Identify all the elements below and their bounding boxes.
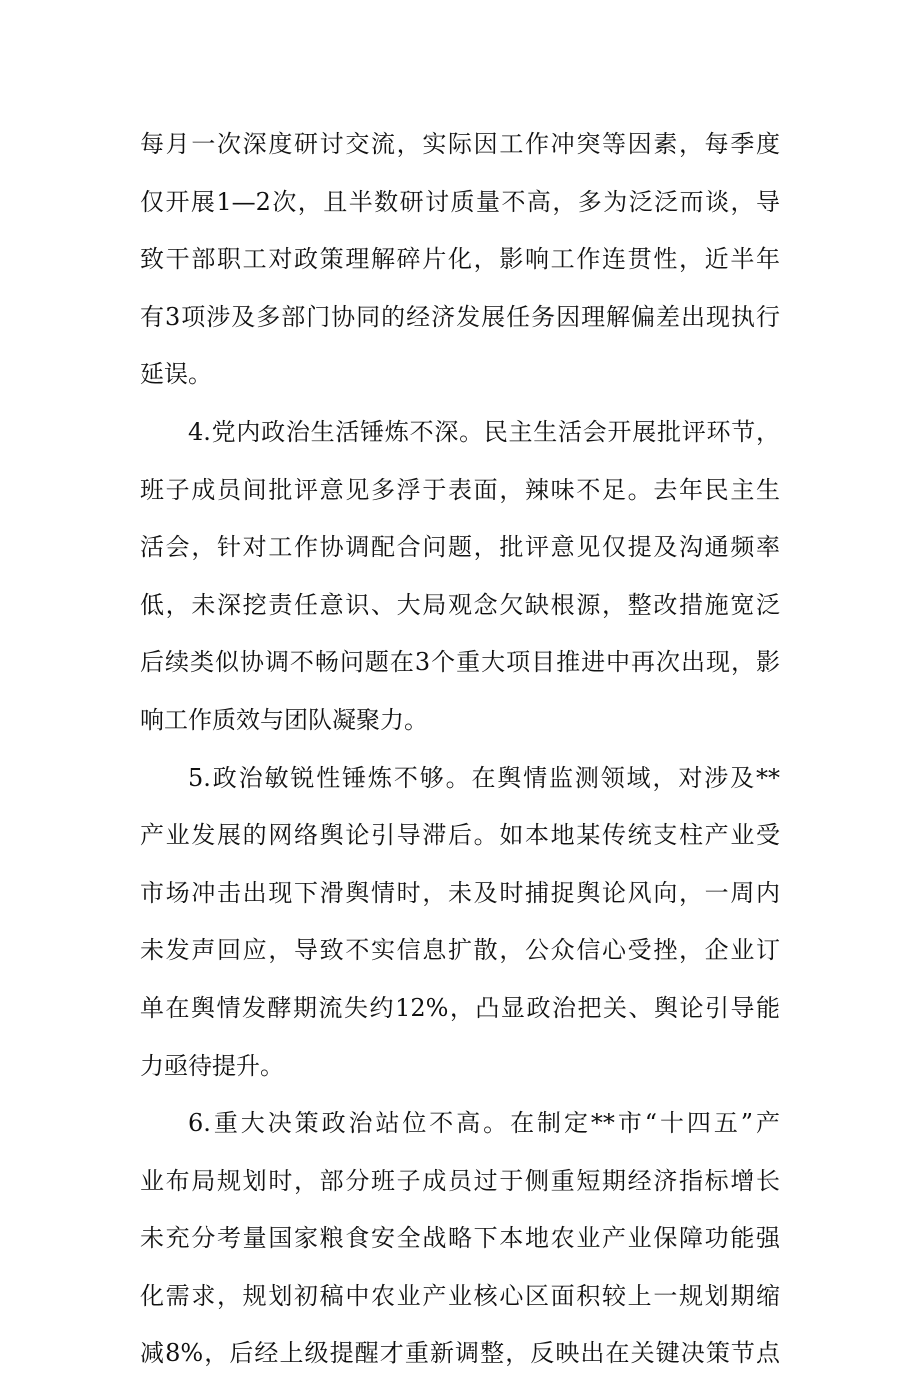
text-line: 化需求，规划初稿中农业产业核心区面积较上一规划期缩 — [140, 1281, 780, 1310]
text-line: 单在舆情发酵期流失约12%，凸显政治把关、舆论引导能 — [140, 993, 780, 1022]
text-line: 活会，针对工作协调配合问题，批评意见仅提及沟通频率 — [140, 533, 780, 562]
text-line: 减8%，后经上级提醒才重新调整，反映出在关键决策节点 — [140, 1339, 780, 1368]
text-line: 产业发展的网络舆论引导滞后。如本地某传统支柱产业受 — [140, 821, 780, 850]
paragraph-heading-4: 4.党内政治生活锤炼不深。民主生活会开展批评环节， — [188, 417, 780, 446]
text-line: 后续类似协调不畅问题在3个重大项目推进中再次出现，影 — [140, 648, 780, 677]
text-line: 每月一次深度研讨交流，实际因工作冲突等因素，每季度 — [140, 130, 780, 158]
text-line: 响工作质效与团队凝聚力。 — [140, 705, 428, 734]
text-line: 未发声回应，导致不实信息扩散，公众信心受挫，企业订 — [140, 936, 780, 965]
document-body — [140, 116, 780, 1383]
text-line: 延误。 — [140, 360, 212, 389]
paragraph-heading-5: 5.政治敏锐性锤炼不够。在舆情监测领域，对涉及** — [188, 763, 780, 792]
paragraph-heading-6: 6.重大决策政治站位不高。在制定**市“十四五”产 — [188, 1109, 780, 1138]
text-line: 有3项涉及多部门协同的经济发展任务因理解偏差出现执行 — [140, 302, 780, 331]
text-line: 班子成员间批评意见多浮于表面，辣味不足。去年民主生 — [140, 475, 780, 504]
text-line: 力亟待提升。 — [140, 1051, 284, 1080]
text-line: 仅开展1—2次，且半数研讨质量不高，多为泛泛而谈，导 — [140, 187, 780, 216]
text-line: 业布局规划时，部分班子成员过于侧重短期经济指标增长 — [140, 1166, 780, 1195]
text-line: 市场冲击出现下滑舆情时，未及时捕捉舆论风向，一周内 — [140, 878, 780, 907]
text-line: 低，未深挖责任意识、大局观念欠缺根源，整改措施宽泛 — [140, 590, 780, 619]
text-line: 未充分考量国家粮食安全战略下本地农业产业保障功能强 — [140, 1224, 780, 1253]
text-line: 致干部职工对政策理解碎片化，影响工作连贯性，近半年 — [140, 245, 780, 274]
